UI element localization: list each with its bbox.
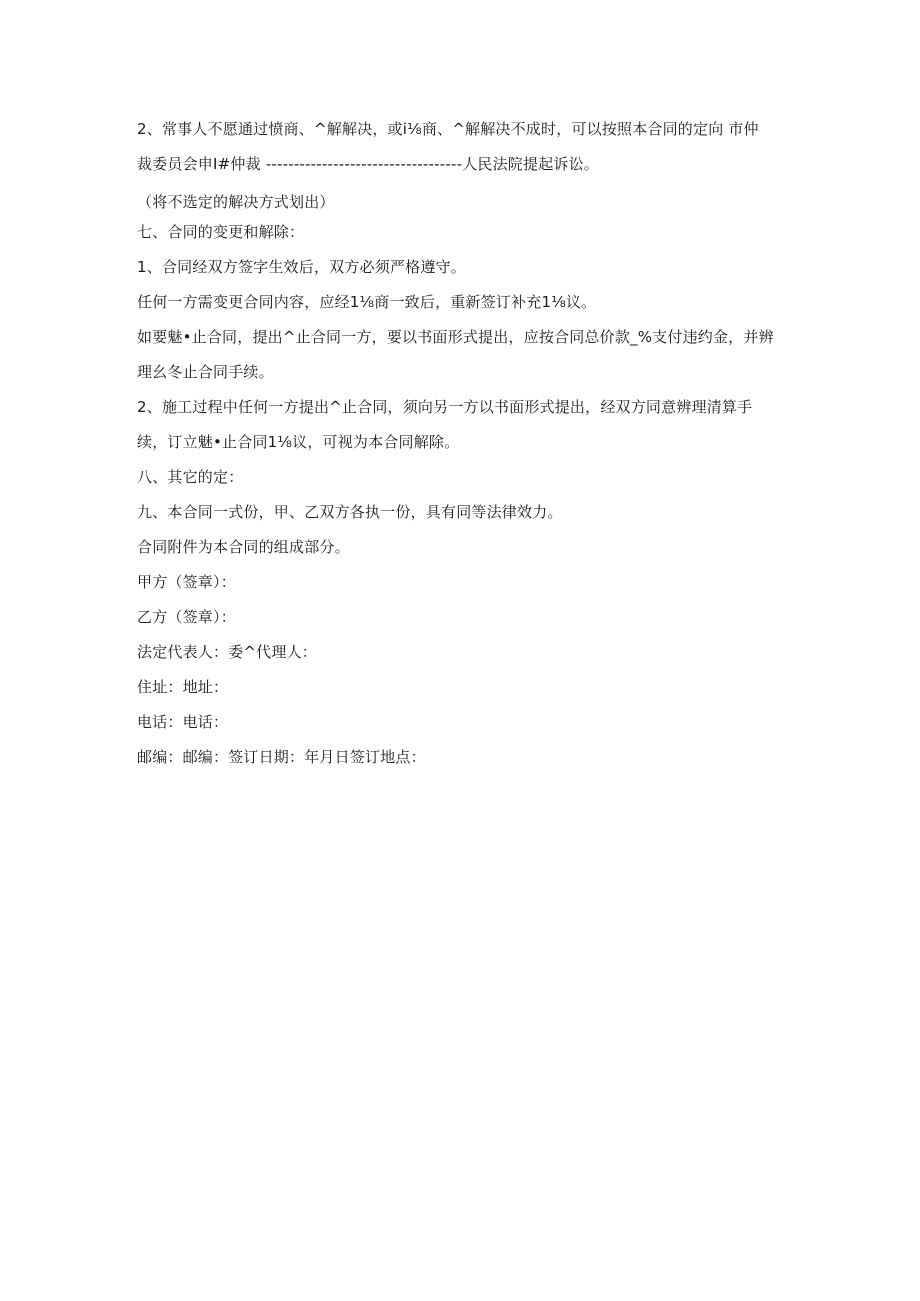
clause-termination-line-2: 理幺冬止合同手续。 — [137, 363, 274, 381]
clause-construction-line-2: 续，订立魅•止合同1⅛议，可视为本合同解除。 — [137, 433, 460, 451]
clause-copies: 九、本合同一式份，甲、乙双方各执一份，具有同等法律效力。 — [137, 503, 563, 521]
clause-construction-line-1: 2、施工过程中任何一方提出^止合同，须向另一方以书面形式提出，经双方同意辨理清算手 — [137, 398, 753, 416]
clause-dispute-line-2: 裁委员会申I#仲裁 -----------------------------------人民法院提起诉讼。 — [137, 155, 600, 173]
clause-dispute-line-1: 2、常事人不愿通过愤商、^解解决，或i⅛商、^解解决不成时，可以按照本合同的定向 市仲 — [137, 120, 759, 138]
field-address: 住址：地址： — [137, 678, 229, 696]
document-body — [137, 116, 797, 779]
clause-dispute-note: （将不选定的解决方式划出） — [137, 193, 335, 211]
signature-party-b: 乙方（签章）： — [137, 608, 236, 626]
clause-change-1: 1、合同经双方签字生效后，双方必须严格遵守。 — [137, 258, 466, 276]
field-legal-representative: 法定代表人：委^代理人： — [137, 643, 317, 661]
section-heading-other: 八、其它的定： — [137, 468, 244, 486]
clause-attachments: 合同附件为本合同的组成部分。 — [137, 538, 350, 556]
field-phone: 电话：电话： — [137, 713, 229, 731]
section-heading-change-termination: 七、合同的变更和解除： — [137, 223, 305, 241]
clause-change-2: 任何一方需变更合同内容，应经1⅛商一致后，重新签订补充1⅛议。 — [137, 293, 597, 311]
clause-termination-line-1: 如要魅•止合同，提出^止合同一方，要以书面形式提出，应按合同总价款_%支付违约金，并辨 — [137, 328, 774, 346]
signature-party-a: 甲方（签章）： — [137, 573, 236, 591]
field-postcode-date-place: 邮编：邮编：签订日期：年月日签订地点： — [137, 748, 426, 766]
